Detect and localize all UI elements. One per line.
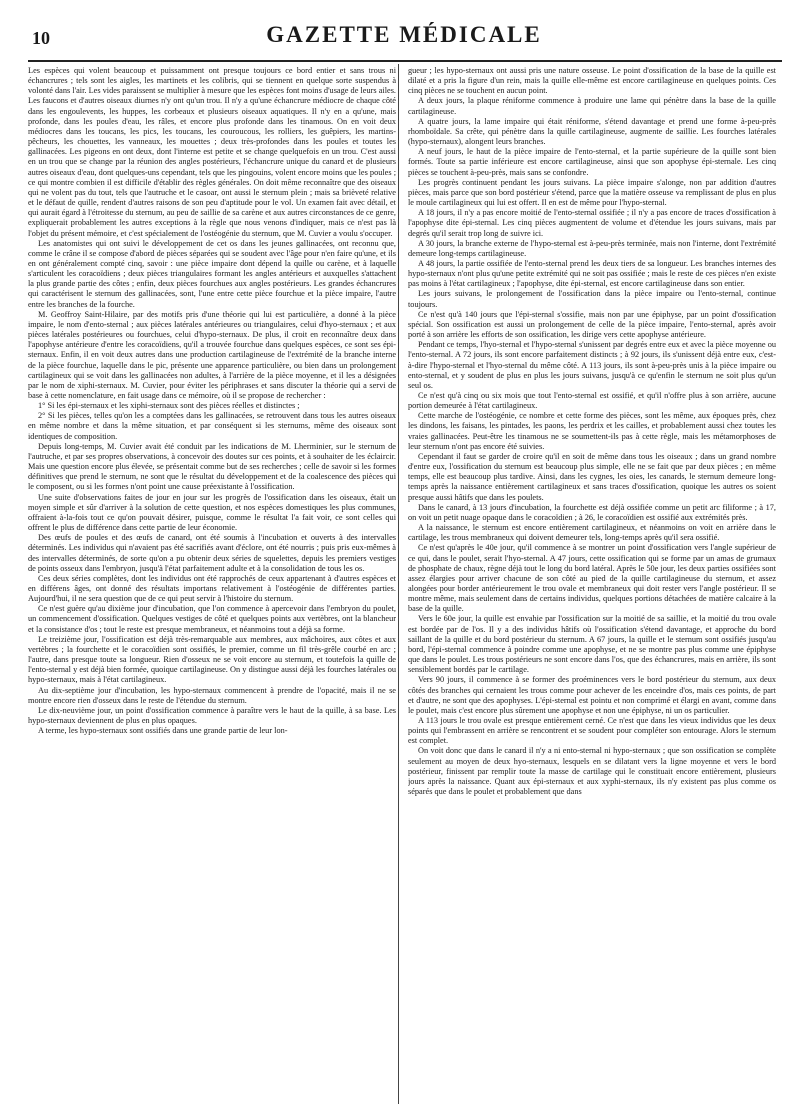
paragraph: Ce n'est qu'après le 40e jour, qu'il commence à se montrer un point d'ossification vers l'angle supérieur de ce qui, dans le poulet, serait l'hyo-sternal. A 47 jours, cette ossification qui se forme par un amas de grumaux de phosphate de chaux, règne déjà tout le long du bord latéral. Après le 50e jour, les deux parties ossifiées sont assez élargies pour arriver chacune de son côté au pied de la quille cartilagineuse du sternum, et assez alongées pour border antérieurement le trou ovale et membraneux qui doit rester vers l'angle postérieur. Il se montre même, mais seulement dans de certains individus, quelques portions détachées de matière calcaire à la base de la quille. bbox=[408, 543, 776, 614]
paragraph: Le treizième jour, l'ossification est déjà très-remarquable aux membres, aux mâchoires, aux côtes et aux vertèbres ; la fourchette et le coracoïdien sont ossifiés, le premier, comme un fil très-grêle courbé en arc ; l'autre, dans presque toute sa longueur. Rien d'osseux ne se voit encore au sternum, et toutefois la quille de l'ento-sternal y est déjà bien formée, quoique cartilagineuse. On y distingue aussi déjà les fourches latérales ou hypo-sternaux, mais à l'état cartilagineux. bbox=[28, 634, 396, 685]
header-rule bbox=[28, 60, 782, 62]
paragraph: Dans le canard, à 13 jours d'incubation, la fourchette est déjà ossifiée comme un petit arc filiforme ; à 17, on voit un petit nuage opaque dans le coracoïdien ; à 26, le coracoïdien est ossifié aux extrémités près. bbox=[408, 502, 776, 522]
paragraph: Cette marche de l'ostéogénie, ce nombre et cette forme des pièces, sont les même, aux époques près, chez les dindons, les faisans, les pintades, les paons, les perdrix et les cailles, et probablement aussi chez toutes les vraies gallinacées. Peut-être les tinamous ne se soumettent-ils pas à cette règle, mais les métamorphoses de leur sternum n'ont pas encore été suivies. bbox=[408, 411, 776, 451]
paragraph: 1° Si les épi-sternaux et les xiphi-sternaux sont des pièces réelles et distinctes ; bbox=[38, 401, 300, 411]
paragraph: 2° Si les pièces, telles qu'on les a comptées dans les gallinacées, se retrouvent dans tous les autres oiseaux en même nombre et dans la même situation, et par conséquent si les sternums, même des oiseaux sont identiques de composition. bbox=[28, 411, 396, 441]
paragraph: Ce n'est qu'à cinq ou six mois que tout l'ento-sternal est ossifié, et qu'il n'offre plus à son arrière, aucune portion demeurée à l'état cartilagineux. bbox=[408, 391, 776, 411]
paragraph: Des œufs de poules et des œufs de canard, ont été soumis à l'incubation et ouverts à des intervalles déterminés. Les individus qui n'avaient pas été sacrifiés avant d'éclore, ont été nourris ; puis pris eux-mêmes à des intervalles déterminés, de sorte qu'on a pu obtenir deux séries de squelettes, depuis les premiers vestiges de points osseux dans l'embryon, jusqu'à l'état parfaitement adulte et à la consolidation de tous les os. bbox=[28, 533, 396, 573]
paragraph: A deux jours, la plaque réniforme commence à produire une lame qui pénètre dans la base de la quille cartilagineuse. bbox=[408, 96, 776, 116]
paragraph: Depuis long-temps, M. Cuvier avait été conduit par les indications de M. Lherminier, sur le sternum de l'autruche, et par ses propres observations, à concevoir des doutes sur ces points, et à souhaiter de les éclaircir. Mais une question encore plus élevée, se présentait comme but de ses recherches ; celle de savoir si les formes définitives que prend le sternum, ne sont que le résultat du développement et de la coalescence des pièces qui le composent, ou si les formes n'ont point une cause préexistante à l'ossification. bbox=[28, 441, 396, 492]
paragraph: Vers 90 jours, il commence à se former des proéminences vers le bord postérieur du sternum, aux deux côtés des branches qui cernaient les trous comme pour achever de les enceindre d'os, mais ces points, de part et d'autre, ne sont que des apophyses. L'épi-sternal est pointu et non comprimé et élargi en avant, comme dans le poulet, mais c'est encore plus sûrement une apophyse et non une épiphyse, ni un os particulier. bbox=[408, 675, 776, 715]
paragraph: Le dix-neuvième jour, un point d'ossification commence à paraître vers le haut de la quille, à sa base. Les hypo-sternaux deviennent de plus en plus opaques. bbox=[28, 705, 396, 725]
paragraph: Ces deux séries complètes, dont les individus ont été rapprochés de ceux appartenant à d'autres espèces et en différens âges, ont donné des résultats importans relativement à l'ostéogénie de différentes parties. Aujourd'hui, il ne sera question que de ce qui peut servir à l'histoire du sternum. bbox=[28, 573, 396, 604]
paragraph: Vers le 60e jour, la quille est envahie par l'ossification sur la moitié de sa saillie, et la moitié du trou ovale est bordée par de l'os. Il y a des individus hâtifs où l'ossification s'étend davantage, et approche du bord saillant de la quille et du bord postérieur du sternum. A 67 jours, la quille et le sternum sont ossifiés jusqu'au bord, l'épi-sternal commence à poindre comme une apophyse, et ne se montre pas plus comme une épiphyse que dans le poulet. Les trous postérieurs ne sont encore dans l'os, que des échancrures, mais en arrière, ils sont sensiblement bordés par le cartilage. bbox=[408, 614, 776, 675]
journal-title: GAZETTE MÉDICALE bbox=[266, 22, 542, 47]
paragraph: On voit donc que dans le canard il n'y a ni ento-sternal ni hypo-sternaux ; que son ossification se complète seulement au moyen de deux hyo-sternaux, lesquels en se dilatant vers la ligne moyenne et vers le bord postérieur, finissent par remplir toute la masse de cartilage qui le constituait encore entièrement, plusieurs jours après la naissance. Quant aux épi-sternaux et aux xyphi-sternaux, ils n'y existent pas plus comme os séparés que dans le poulet et probablement que dans bbox=[408, 746, 776, 797]
right-column bbox=[408, 66, 776, 1102]
paragraph: Ce n'est guère qu'au dixième jour d'incubation, que l'on commence à apercevoir dans l'embryon du poulet, un commencement d'ossification. Quelques vestiges de côté et quelques points aux vertèbres, ont la blancheur et la consistance d'os ; tout le reste est presque membraneux, et néanmoins tout a déjà sa forme. bbox=[28, 604, 396, 634]
page-number: 10 bbox=[32, 28, 50, 48]
paragraph: Les anatomistes qui ont suivi le développement de cet os dans les jeunes gallinacées, ont reconnu que, comme le crâne il se compose d'abord de pièces séparées qui se soudent avec l'âge pour n'en faire qu'une, et ils en ont généralement compté cinq, savoir : une pièce impaire dont dépend la quille ou carène, et à laquelle s'articulent les coracoïdiens ; deux pièces triangulaires formant les angles antérieurs et auxquelles s'attachent la plus grande partie des côtes ; enfin, deux pièces fourchues aux angles postérieurs. Les grandes échancrures qui caractérisent le sternum des gallinacées, sont, l'une entre cette pièce fourchue et la pièce impaire, l'autre entre les branches de la fourche. bbox=[28, 238, 396, 309]
paragraph: A 48 jours, la partie ossifiée de l'ento-sternal prend les deux tiers de sa longueur. Les branches internes des hypo-sternaux n'ont plus qu'une petite extrémité qui ne soit pas ossifiée ; mais le reste de ces pièces n'en existe pas moins à l'état cartilagineux ; l'apophyse, dite épi-sternal, est encore cartilagineuse dans son entier. bbox=[408, 258, 776, 289]
paragraph: Les progrès continuent pendant les jours suivans. La pièce impaire s'alonge, non par addition d'autres pièces, mais parce que son bord postérieur s'étend, parce que la matière osseuse va remplissant de plus en plus le moule cartilagineux qui lui est offert. Il en est de même pour l'hypo-sternal. bbox=[408, 177, 776, 208]
paragraph: Une suite d'observations faites de jour en jour sur les progrès de l'ossification dans les oiseaux, était un moyen simple et sûr d'arriver à la solution de cette question, et nos espèces domestiques les plus communes, offraient à-la-fois tout ce qu'on pouvait désirer, puisque, comme le résultat l'a fait voir, ce sont celles qui offrent le plus de différence dans cette partie de leur économie. bbox=[28, 492, 396, 533]
paragraph: Les espèces qui volent beaucoup et puissamment ont presque toujours ce bord entier et sans trous ni échancrures ; tels sont les aigles, les martinets et les colibris, qui se tiennent en quelque sorte suspendus à volonté dans l'air. Les vides paraissent se multiplier à mesure que les espèces font moins d'usage de leurs ailes. Les faucons et d'autres oiseaux diurnes n'y ont qu'un trou. Il n'y a qu'une échancrure médiocre de chaque côté dans les engoulevents, les huppes, les corbeaux et plusieurs oiseaux aquatiques. Il n'y en a qu'une, mais profonde, dans les poules d'eau, les râles, et encore plus profonde dans les tinamous. On en voit deux médiocres dans les toucans, les pics, les toucans, les couroucous, les rolliers, les guêpiers, les martins-pêcheurs, les chouettes, les vanneaux, les mouettes ; deux très-profondes dans les poules et toutes les gallinacées. Les pigeons en ont deux, dont l'interne est petite et se change quelquefois en un trou. C'est aussi en un trou que se change par la réunion des angles postérieurs, l'échancrure unique du canard et de plusieurs autres oiseaux d'eau, dont quelques-uns cependant, tels que les pingouins, volent encore moins que les poules ; ce qui montre combien il est difficile d'établir des règles générales. On doit même reconnaître que des oiseaux qui ne volent pas du tout, tels que l'autruche et le casoar, ont aussi le sternum plein ; mais sa brièveté relative et le défaut de quille, rendent d'autres raisons de son peu d'aptitude pour le vol. Un examen fait avec détail, et qui aurait égard à l'étroitesse du sternum, au peu de saillie de sa carène et aux autres circonstances de ce genre, expliquerait probablement les autres exceptions à la règle que nous venons d'indiquer, mais ce n'est pas là l'objet du présent mémoire, et c'est spécialement de l'ostéogénie du sternum, que M. Cuvier a voulu s'occuper. bbox=[28, 66, 396, 238]
paragraph: Cependant il faut se garder de croire qu'il en soit de même dans tous les oiseaux ; dans un grand nombre d'entre eux, l'ossification du sternum est beaucoup plus simple, elle ne se fait que par deux pièces ; en même temps, elle est beaucoup plus tardive. Ainsi, dans les cygnes, les oies, les canards, le sternum demeure long-temps après la naissance entièrement cartilagineux et sans traces d'ossification, quoique les autres os soient presque aussi hâtifs que dans les poulets. bbox=[408, 451, 776, 502]
page-header bbox=[28, 22, 780, 52]
paragraph: Ce n'est qu'à 140 jours que l'épi-sternal s'ossifie, mais non par une épiphyse, par un point d'ossification spécial. Son ossification est aussi un prolongement de celle de la pièce impaire, l'ento-sternal, après avoir porté à son arrière les efforts de son ossification, les dirige vers cette apophyse antérieure. bbox=[408, 309, 776, 340]
paragraph: M. Geoffroy Saint-Hilaire, par des motifs pris d'une théorie qui lui est particulière, a donné à la pièce impaire, le nom d'ento-sternal ; aux pièces latérales antérieures ou triangulaires, celui d'hyo-sternaux ; et aux pièces latérales postérieures ou fourchues, celui d'hypo-sternaux. De plus, il croit en reconnaître deux dans l'apophyse antérieure d'entre les coracoïdiens, qu'il a trouvée fourchue dans quelques espèces, ce sont ses épi-sternaux. Enfin, il en voit deux autres dans une production cartilagineuse de l'extrémité de la branche interne de la pièce fourchue, laquelle dans le pic, présente une apparence particulière, ou bien dans un prolongement cartilagineux qui se voit dans les gallinacées non adultes, à l'arrière de la pièce moyenne, et il les a désignées par le nom de xiphi-sternaux. M. Cuvier, pour éviter les périphrases et sans discuter la théorie qui a servi de base à cette nomenclature, en fait usage dans ce mémoire, où il se propose de rechercher : bbox=[28, 309, 396, 400]
paragraph: A 30 jours, la branche externe de l'hypo-sternal est à-peu-près terminée, mais non l'interne, dont l'extrémité demeure long-temps cartilagineuse. bbox=[408, 238, 776, 258]
paragraph: Au dix-septième jour d'incubation, les hypo-sternaux commencent à prendre de l'opacité, mais il ne se montre encore rien d'osseux dans le reste de l'étendue du sternum. bbox=[28, 685, 396, 705]
paragraph: gueur ; les hypo-sternaux ont aussi pris une nature osseuse. Le point d'ossification de la base de la quille est dilaté et a pris la figure d'un rein, mais la quille elle-même est encore cartilagineuse en quelques points. Ces cinq pièces ne se touchent en aucun point. bbox=[408, 66, 776, 96]
paragraph: A quatre jours, la lame impaire qui était réniforme, s'étend davantage et prend une forme à-peu-près rhomboïdale. Sa crête, qui pénètre dans la quille cartilagineuse, augmente de saillie. Les fourches latérales (hypo-sternaux), alongent leurs branches. bbox=[408, 116, 776, 147]
paragraph: A la naissance, le sternum est encore entièrement cartilagineux, et néanmoins on voit en arrière dans le cartilage, les trous membraneux qui doivent demeurer tels, long-temps après qu'il sera ossifié. bbox=[408, 523, 776, 543]
paragraph: Pendant ce temps, l'hyo-sternal et l'hypo-sternal s'unissent par degrés entre eux et avec la pièce moyenne ou l'ento-sternal. A 72 jours, ils sont encore parfaitement distincts ; à 92 jours, ils s'unissent déjà entre eux, c'est-à-dire l'hypo-sternal et l'hyo-sternal du même côté. A 113 jours, ils sont à-peu-près unis à la pièce impaire ou ento-sternal, et y soudent de plus en plus les jours suivans, jusqu'à ce qu'enfin le sternum ne soit plus qu'un seul os. bbox=[408, 340, 776, 390]
column-divider bbox=[398, 64, 399, 1104]
left-column bbox=[28, 66, 396, 1102]
paragraph: A 113 jours le trou ovale est presque entièrement cerné. Ce n'est que dans les vieux individus que les deux points qui l'embrassent en arrière se rencontrent et se soudent pour compléter son entourage. Alors le sternum est complet. bbox=[408, 716, 776, 746]
paragraph: A terme, les hypo-sternaux sont ossifiés dans une grande partie de leur lon- bbox=[38, 726, 288, 736]
paragraph: A neuf jours, le haut de la pièce impaire de l'ento-sternal, et la partie supérieure de la quille sont bien formés. Toute sa partie inférieure est encore cartilagineuse, ainsi que son apophyse épi-sternale. Les cinq pièces se touchent à-peu-près, mais sans se confondre. bbox=[408, 147, 776, 177]
paragraph: Les jours suivans, le prolongement de l'ossification dans la pièce impaire ou l'ento-sternal, continue toujours. bbox=[408, 289, 776, 309]
paragraph: A 18 jours, il n'y a pas encore moitié de l'ento-sternal ossifiée ; il n'y a pas encore de traces d'ossification à l'apophyse dite épi-sternal. Les cinq pièces augmentent de volume et d'étendue les jours suivans, mais par degrés qu'il serait trop long de suivre ici. bbox=[408, 208, 776, 238]
